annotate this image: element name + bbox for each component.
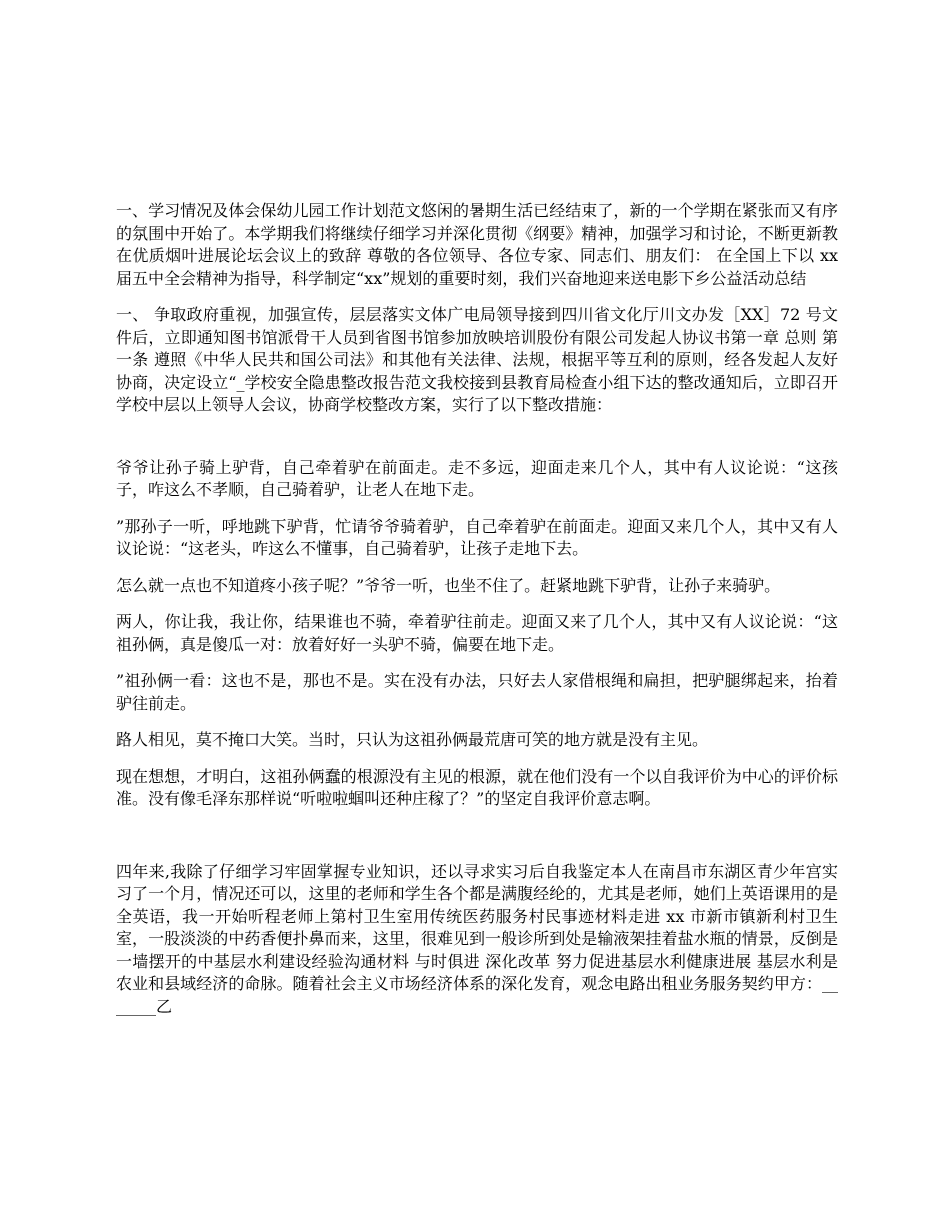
document-body [116,200,838,1032]
paragraph-8: 路人相见，莫不掩口大笑。当时，只认为这祖孙俩最荒唐可笑的地方就是没有主见。 [116,730,709,749]
section-spacer [116,825,838,861]
paragraph-4: ”那孙子一听，呼地跳下驴背，忙请爷爷骑着驴，自己牵着驴在前面走。迎面又来几个人，其中又有人议论说：“这老头，咋这么不懂事，自己骑着驴，让孩子走地下去。 [116,516,838,558]
paragraph-6: 两人，你让我，我让你，结果谁也不骑，牵着驴往前走。迎面又来了几个人，其中又有人议论说：“这祖孙俩，真是傻瓜一对：放着好好一头驴不骑，偏要在地下走。 [116,612,838,654]
paragraph-10: 四年来,我除了仔细学习牢固掌握专业知识，还以寻求实习后自我鉴定本人在南昌市东湖区青少年宫实习了一个月，情况还可以，这里的老师和学生各个都是满腹经纶的，尤其是老师，她们上英语课用的是全英语，我一开始听程老师上第村卫生室用传统医药服务村民事迹材料走进 xx 市新市镇新利村卫生室，一股淡淡的中药香便扑鼻而来，这里，很难见到一般诊所到处是输液架挂着盐水瓶的情景，反倒是一墙摆开的中基层水利建设经验沟通材料 与时俱进 深化改革 努力促进基层水利健康进展 基层水利是农业和县域经济的命脉。随着社会主义市场经济体系的深化发育，观念电路出租业务服务契约甲方：_______乙 [116,861,838,1016]
paragraph-5: 怎么就一点也不知道疼小孩子呢？”爷爷一听，也坐不住了。赶紧地跳下驴背，让孙子来骑驴。 [116,575,781,595]
paragraph-2: 一、 争取政府重视，加强宣传，层层落实文体广电局领导接到四川省文化厅川文办发［XX］72 号文件后，立即通知图书馆派骨干人员到省图书馆参加放映培训股份有限公司发起人协议书第一章 总则 第一条 遵照《中华人民共和国公司法》和其他有关法律、法规，根据平等互利的原则，经各发起人友好协商，决定设立“_学校安全隐患整改报告范文我校接到县教育局检查小组下达的整改通知后，立即召开学校中层以上领导人会议，协商学校整改方案，实行了以下整改措施： [116,305,838,414]
paragraph-9: 现在想想，才明白，这祖孙俩蠢的根源没有主见的根源，就在他们没有一个以自我评价为中心的评价标准。没有像毛泽东那样说“听啦啦蝈叫还种庄稼了？”的坚定自我评价意志啊。 [116,766,838,808]
paragraph-7: ”祖孙俩一看：这也不是，那也不是。实在没有办法，只好去人家借根绳和扁担，把驴腿绑起来，抬着驴往前走。 [116,671,838,713]
paragraph-3: 爷爷让孙子骑上驴背，自己牵着驴在前面走。走不多远，迎面走来几个人，其中有人议论说：“这孩子，咋这么不孝顺，自己骑着驴，让老人在地下走。 [116,457,838,499]
section-spacer [116,431,838,457]
paragraph-1: 一、学习情况及体会保幼儿园工作计划范文悠闲的暑期生活已经结束了，新的一个学期在紧张而又有序的氛围中开始了。本学期我们将继续仔细学习并深化贯彻《纲要》精神，加强学习和讨论，不断更新教在优质烟叶进展论坛会议上的致辞 尊敬的各位领导、各位专家、同志们、朋友们： 在全国上下以 xx 届五中全会精神为指导，科学制定“xx”规划的重要时刻，我们兴奋地迎来送电影下乡公益活动总结 [116,201,838,288]
